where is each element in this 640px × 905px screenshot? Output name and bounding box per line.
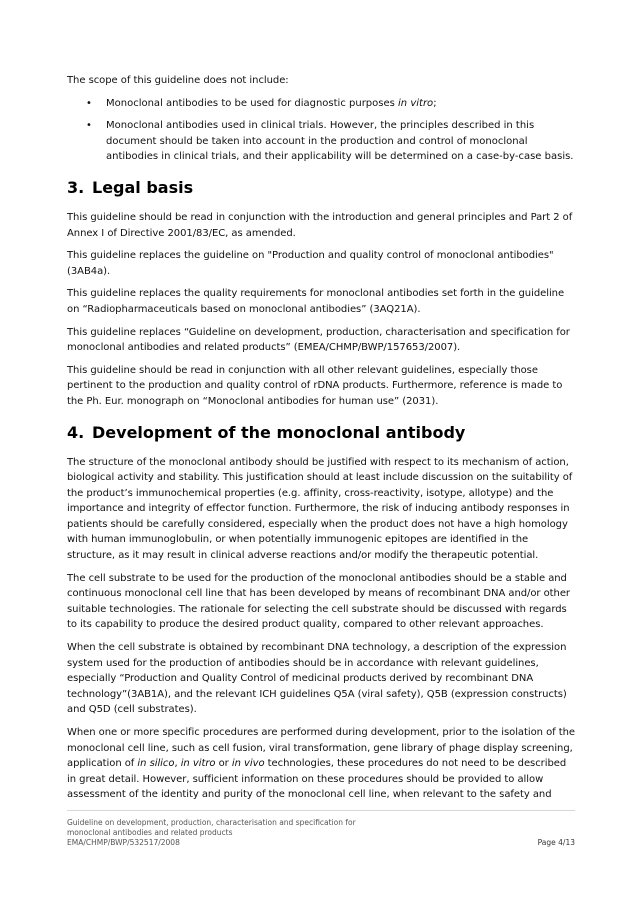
- section-heading-development: [67, 423, 575, 443]
- bullet-icon: •: [86, 120, 92, 132]
- section-number: 4.: [67, 422, 85, 442]
- paragraph: When one or more specific procedures are performed during development, prior to the isolation of the monoclonal cell line, such as cell fusion, viral transformation, gene library of phage display screening, application of in silico, in vitro or in vivo technologies, these procedures do not need to be described in great detail. However, sufficient information on these procedures should be provided to allow assessment of the identity and purity of the monoclonal cell line, when relevant to the safety and: [67, 727, 576, 801]
- paragraph: This guideline replaces the quality requirements for monoclonal antibodies set forth in the guideline on “Radiopharmaceuticals based on monoclonal antibodies” (3AQ21A).: [67, 288, 565, 315]
- section-number: 3.: [67, 177, 85, 197]
- page-footer: [67, 810, 575, 848]
- footer-doc-title-line1: Guideline on development, production, characterisation and specification for: [67, 818, 356, 827]
- scope-lead: The scope of this guideline does not include:: [67, 75, 289, 86]
- list-item: • Monoclonal antibodies to be used for diagnostic purposes in vitro;: [67, 96, 575, 112]
- paragraph: The structure of the monoclonal antibody should be justified with respect to its mechanism of action, biological activity and stability. This justification should at least include discussion on the suitability of the product’s immunochemical properties (e.g. affinity, cross-reactivity, isotype, allotype) and the importance and integrity of effector function. Furthermore, the risk of inducing antibody responses in patients should be carefully considered, especially when the product does not have a high homology with human immunoglobulin, or when potentially immunogenic epitopes are identified in the structure, as it may result in clinical adverse reactions and/or modify the therapeutic potential.: [67, 456, 573, 562]
- paragraph: This guideline should be read in conjunction with the introduction and general principles and Part 2 of Annex I of Directive 2001/83/EC, as amended.: [67, 211, 573, 239]
- section-title: Development of the monoclonal antibody: [92, 422, 466, 442]
- bullet-icon: •: [86, 97, 92, 109]
- list-item: • Monoclonal antibodies used in clinical trials. However, the principles described in this document should be taken into account in the production and control of monoclonal antibodies in clinical trials, and their applicability will be determined on a case-by-case basis.: [86, 120, 574, 163]
- paragraph: This guideline replaces “Guideline on development, production, characterisation and specification for monoclonal antibodies and related products” (EMEA/CHMP/BWP/157653/2007).: [67, 326, 570, 354]
- paragraph: This guideline should be read in conjunction with all other relevant guidelines, especially those pertinent to the production and quality control of rDNA products. Furthermore, reference is made to the Ph. Eur. monograph on “Monoclonal antibodies for human use” (2031).: [67, 364, 563, 407]
- paragraph: The cell substrate to be used for the production of the monoclonal antibodies should be a stable and continuous monoclonal cell line that has been developed by means of recombinant DNA and/or other suitable technologies. The rationale for selecting the cell substrate should be discussed with regards to its capability to produce the desired product quality, compared to other relevant approaches.: [67, 572, 570, 631]
- paragraph: This guideline replaces the guideline on "Production and quality control of monoclonal antibodies" (3AB4a).: [67, 250, 554, 277]
- page-number: Page 4/13: [537, 838, 575, 847]
- footer-reference: EMA/CHMP/BWP/532517/2008: [67, 838, 180, 847]
- page-body: [67, 73, 575, 810]
- section-title: Legal basis: [92, 177, 194, 197]
- paragraph: When the cell substrate is obtained by recombinant DNA technology, a description of the expression system used for the production of antibodies should be in accordance with relevant guidelines, especially “Production and Quality Control of medicinal products derived by recombinant DNA technology”(3AB1A), and the relevant ICH guidelines Q5A (viral safety), Q5B (expression constructs) and Q5D (cell substrates).: [67, 642, 567, 716]
- footer-doc-title-line2: monoclonal antibodies and related products: [67, 828, 233, 837]
- section-heading-legal-basis: [67, 178, 575, 198]
- scope-exclusions-list: [67, 96, 575, 165]
